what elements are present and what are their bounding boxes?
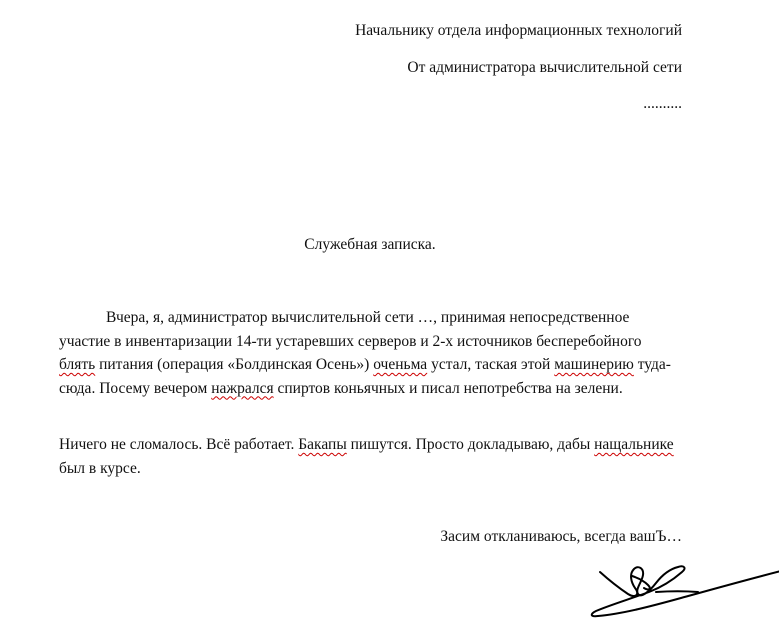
text-run: питания (операция «Болдинская Осень») <box>95 356 374 373</box>
misspelled-word[interactable]: Бакапы <box>298 436 347 453</box>
recipient-line: Начальнику отдела информационных технологий <box>355 22 682 39</box>
signature-strokes <box>592 566 779 616</box>
handwritten-signature-icon <box>586 548 779 619</box>
body-paragraph-2 <box>59 433 679 480</box>
misspelled-word[interactable]: блять <box>59 356 96 373</box>
signature-stroke-tail <box>656 591 698 592</box>
body-paragraph-1 <box>59 306 679 400</box>
text-run: был в курсе. <box>59 459 141 477</box>
misspelled-word[interactable]: оченьма <box>373 356 428 373</box>
misspelled-word[interactable]: нащальнике <box>594 436 674 453</box>
misspelled-word[interactable]: нажрался <box>211 379 274 397</box>
text-run: устал, таская этой <box>427 356 555 373</box>
text-run: туда-сюда. Посему вечером <box>59 356 671 397</box>
sender-line: От администратора вычислительной сети <box>407 59 682 76</box>
misspelled-word[interactable]: машинерию <box>554 356 634 373</box>
text-run: пишутся. Просто докладываю, дабы <box>346 436 595 453</box>
document-title: Служебная записка. <box>304 236 436 253</box>
text-run: спиртов коньячных и писал непотребства на зелени. <box>273 379 623 397</box>
text-run: Ничего не сломалось. Всё работает. <box>59 436 299 453</box>
closing-line: Засим откланиваюсь, всегда вашЪ… <box>440 528 682 545</box>
text-run: Вчера, я, администратор вычислительной сети …, принимая непосредственное участие в инвентаризации 14-ти устаревших серверов и 2-х источников бесперебойного <box>59 309 642 350</box>
sender-name-placeholder: .......... <box>643 95 682 112</box>
